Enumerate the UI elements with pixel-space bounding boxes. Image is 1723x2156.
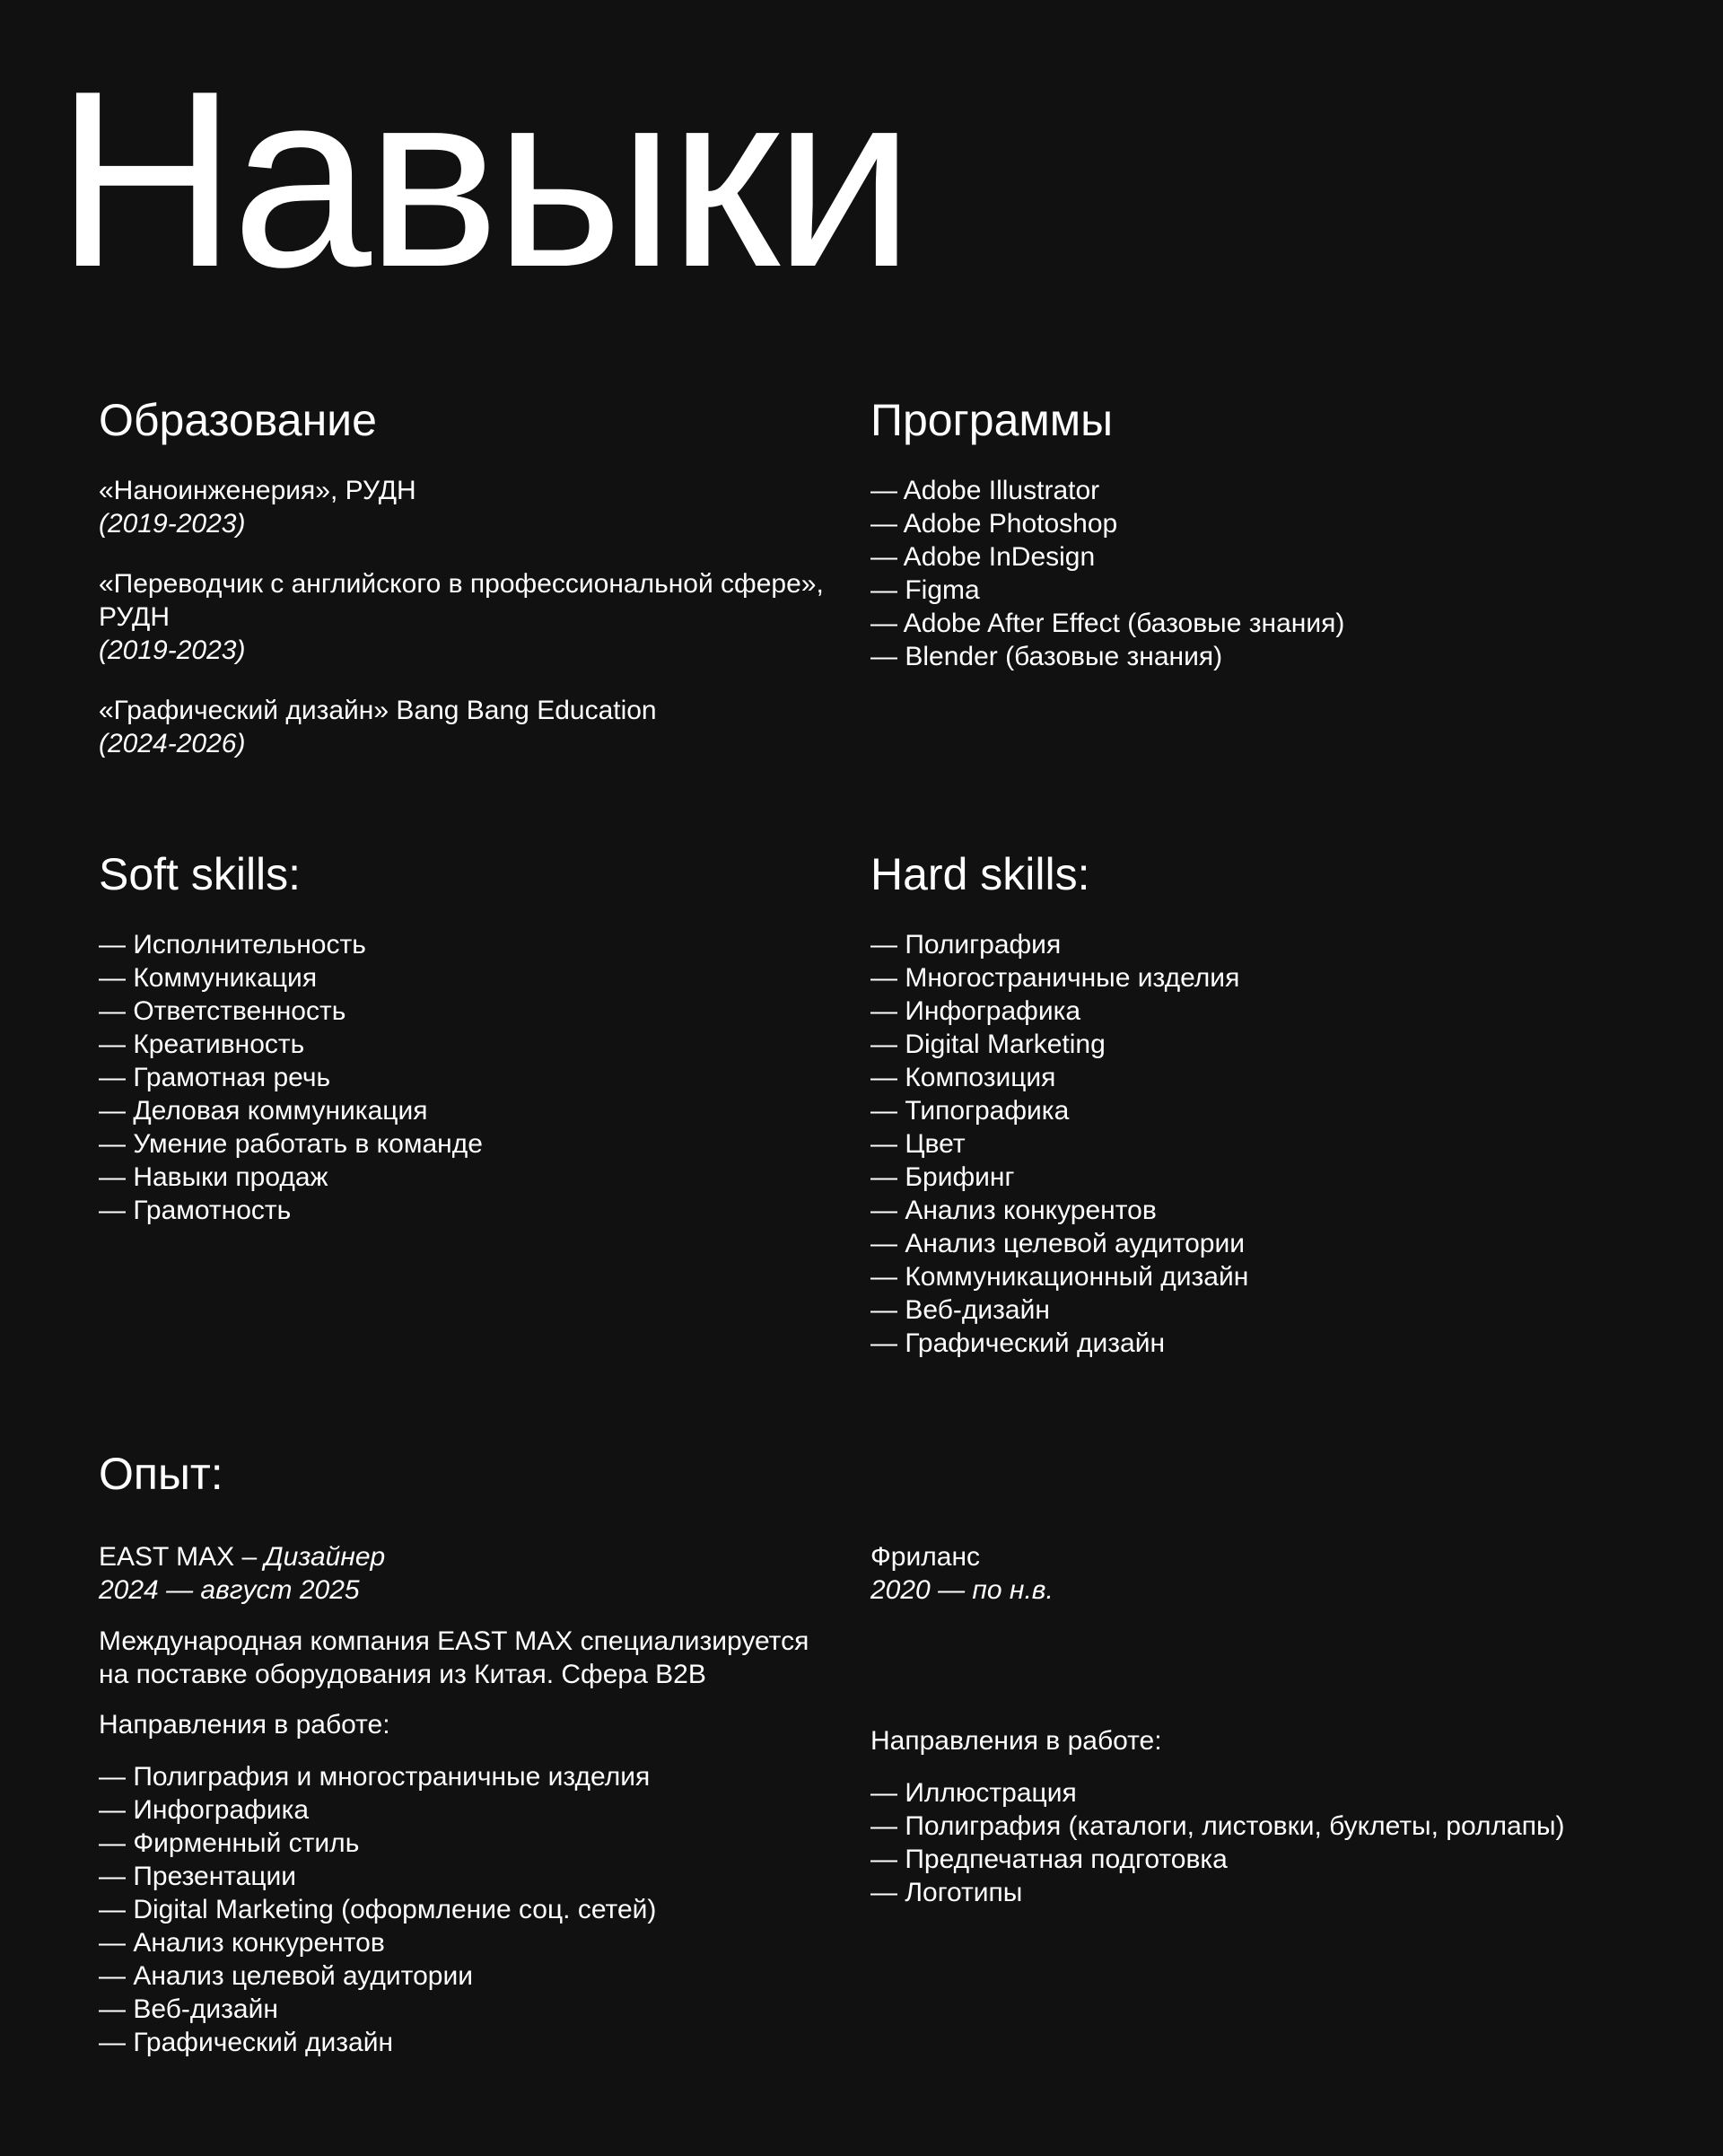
job-separator: –: [234, 1542, 265, 1572]
hard-skill-item: — Инфографика: [870, 996, 1081, 1026]
job-direction-item: — Презентации: [99, 1862, 297, 1891]
education-section: [99, 393, 853, 760]
soft-skills-section: [99, 847, 853, 1227]
job-directions-label: Направления в работе:: [870, 1726, 1162, 1756]
hard-skill-item: — Графический дизайн: [870, 1328, 1166, 1358]
job-direction-item: — Полиграфия (каталоги, листовки, буклеты, роллапы): [870, 1811, 1565, 1841]
education-years: (2019-2023): [99, 509, 246, 539]
job-description-line: Международная компания EAST MAX специализируется: [99, 1626, 809, 1656]
job-direction-item: — Анализ целевой аудитории: [99, 1961, 473, 1991]
job-period: 2024 — август 2025: [99, 1575, 360, 1605]
education-item: [99, 567, 870, 667]
hard-skills-list: [870, 928, 1624, 1360]
experience-section: [99, 1447, 853, 1501]
soft-skill-item: — Грамотная речь: [99, 1063, 331, 1092]
soft-skill-item: — Умение работать в команде: [99, 1129, 483, 1159]
soft-skill-item: — Креативность: [99, 1030, 305, 1059]
programs-heading: Программы: [870, 395, 1114, 445]
job-company: EAST MAX: [99, 1542, 235, 1572]
hard-skill-item: — Типографика: [870, 1096, 1070, 1126]
education-heading: Образование: [99, 395, 377, 445]
job-direction-item: — Веб-дизайн: [99, 1994, 278, 2024]
program-item: — Figma: [870, 575, 980, 605]
job-directions-list: [99, 1760, 870, 2059]
education-years: (2024-2026): [99, 729, 246, 758]
job-directions-label: Направления в работе:: [99, 1710, 390, 1740]
job-direction-item: — Фирменный стиль: [99, 1828, 360, 1858]
hard-skill-item: — Полиграфия: [870, 930, 1062, 960]
hard-skill-item: — Анализ конкурентов: [870, 1196, 1157, 1225]
education-item: [99, 474, 853, 540]
education-name: «Графический дизайн» Bang Bang Education: [99, 696, 657, 725]
page-title: Навыки: [56, 39, 909, 320]
program-item: — Adobe Illustrator: [870, 476, 1100, 505]
job-role: Дизайнер: [264, 1542, 386, 1572]
program-item: — Adobe After Effect (базовые знания): [870, 609, 1345, 638]
education-years: (2019-2023): [99, 635, 246, 665]
hard-skill-item: — Коммуникационный дизайн: [870, 1262, 1249, 1292]
hard-skill-item: — Композиция: [870, 1063, 1056, 1092]
job-direction-item: — Логотипы: [870, 1878, 1023, 1907]
job-direction-item: — Анализ конкурентов: [99, 1928, 385, 1958]
education-name: «Переводчик с английского в профессиональной сфере», РУДН: [99, 569, 824, 632]
job-direction-item: — Digital Marketing (оформление соц. сетей): [99, 1895, 657, 1924]
soft-skill-item: — Ответственность: [99, 996, 346, 1026]
hard-skills-section: [870, 847, 1624, 1360]
hard-skill-item: — Digital Marketing: [870, 1030, 1106, 1059]
hard-skills-heading: Hard skills:: [870, 849, 1090, 899]
soft-skill-item: — Навыки продаж: [99, 1162, 328, 1192]
programs-list: [870, 474, 1624, 673]
hard-skill-item: — Веб-дизайн: [870, 1295, 1050, 1325]
education-item: [99, 694, 853, 760]
program-item: — Adobe InDesign: [870, 542, 1096, 572]
hard-skill-item: — Анализ целевой аудитории: [870, 1229, 1245, 1258]
program-item: — Adobe Photoshop: [870, 509, 1118, 539]
soft-skills-list: [99, 928, 853, 1227]
experience-heading: Опыт:: [99, 1449, 223, 1499]
program-item: — Blender (базовые знания): [870, 642, 1223, 671]
job-description-line: на поставке оборудования из Китая. Сфера B2B: [99, 1660, 706, 1689]
soft-skills-heading: Soft skills:: [99, 849, 302, 899]
job-direction-item: — Полиграфия и многостраничные изделия: [99, 1762, 651, 1792]
job-freelance: [870, 1540, 1678, 1909]
job-direction-item: — Инфографика: [99, 1795, 310, 1825]
hard-skill-item: — Брифинг: [870, 1162, 1015, 1192]
job-direction-item: — Иллюстрация: [870, 1778, 1077, 1808]
job-title-line: [99, 1540, 870, 1573]
hard-skill-item: — Многостраничные изделия: [870, 963, 1240, 993]
job-description: [99, 1625, 870, 1691]
soft-skill-item: — Коммуникация: [99, 963, 318, 993]
hard-skill-item: — Цвет: [870, 1129, 966, 1159]
job-company: Фриланс: [870, 1542, 981, 1572]
job-direction-item: — Графический дизайн: [99, 2028, 394, 2057]
job-period: 2020 — по н.в.: [870, 1575, 1054, 1605]
job-east-max: [99, 1540, 870, 2059]
job-direction-item: — Предпечатная подготовка: [870, 1845, 1228, 1874]
soft-skill-item: — Деловая коммуникация: [99, 1096, 428, 1126]
programs-section: [870, 393, 1624, 673]
education-name: «Наноинженерия», РУДН: [99, 476, 416, 505]
soft-skill-item: — Исполнительность: [99, 930, 366, 960]
soft-skill-item: — Грамотность: [99, 1196, 292, 1225]
job-directions-list: [870, 1776, 1678, 1909]
